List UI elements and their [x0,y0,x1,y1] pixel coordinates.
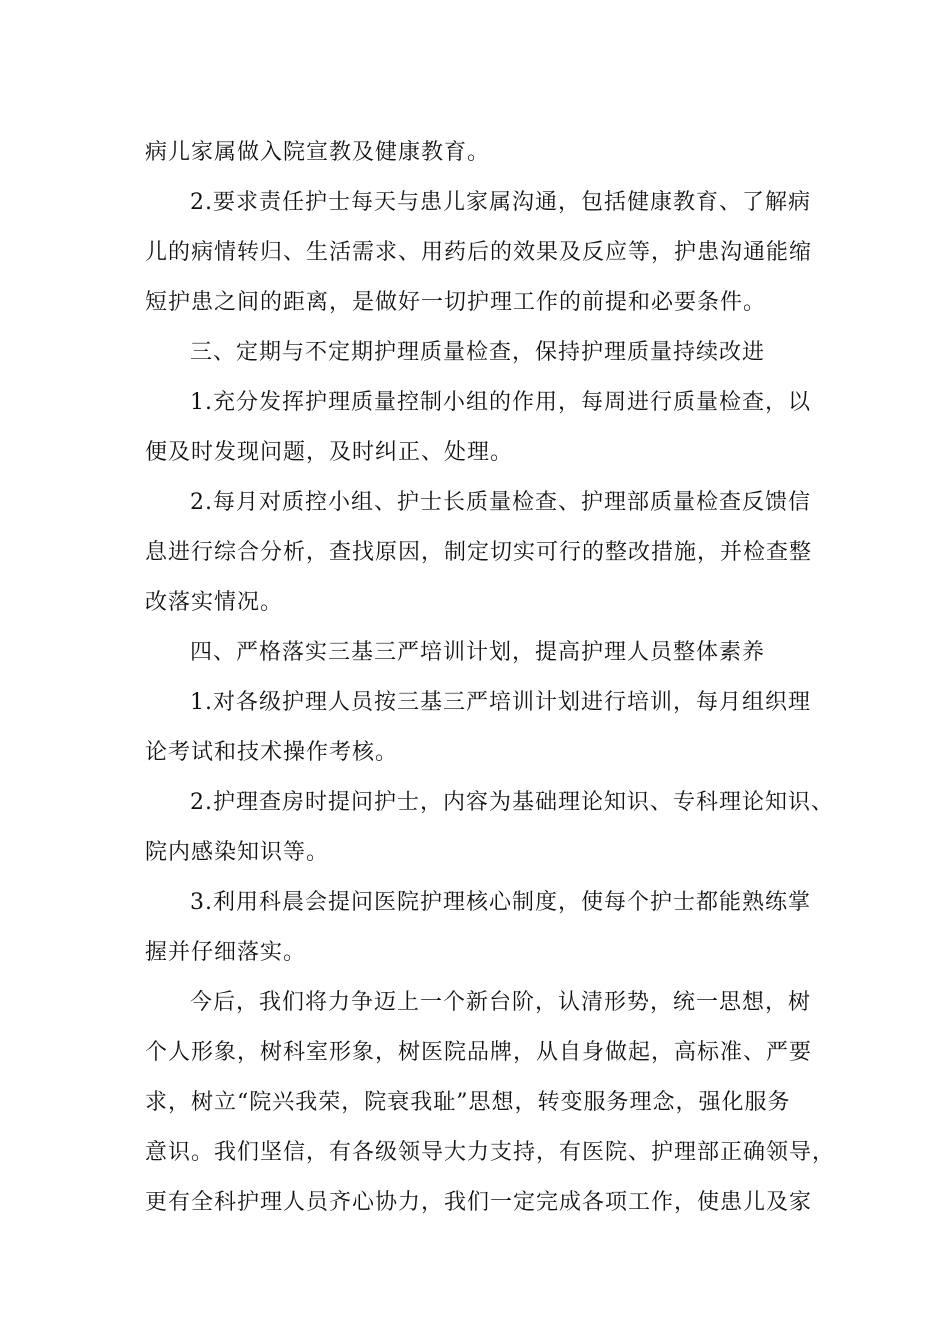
section-heading: 四、严格落实三基三严培训计划，提高护理人员整体素养 [190,640,766,665]
text-line: 论考试和技术操作考核。 [145,740,399,765]
text-line: 1.充分发挥护理质量控制小组的作用，每周进行质量检查，以 [190,390,811,415]
text-line: 更有全科护理人员齐心协力，我们一定完成各项工作，使患儿及家 [145,1190,813,1215]
text-line: 短护患之间的距离，是做好一切护理工作的前提和必要条件。 [145,290,767,315]
text-line: 病儿家属做入院宣教及健康教育。 [145,140,491,165]
text-line: 2.要求责任护士每天与患儿家属沟通，包括健康教育、了解病 [190,190,811,215]
text-line: 握并仔细落实。 [145,940,307,965]
text-line: 儿的病情转归、生活需求、用药后的效果及反应等，护患沟通能缩 [145,240,813,265]
section-heading: 三、定期与不定期护理质量检查，保持护理质量持续改进 [190,340,766,365]
text-line: 院内感染知识等。 [145,840,330,865]
text-line: 2.每月对质控小组、护士长质量检查、护理部质量检查反馈信 [190,490,811,515]
text-line: 求，树立“院兴我荣，院衰我耻”思想，转变服务理念，强化服务 [145,1090,791,1115]
text-line: 2.护理查房时提问护士，内容为基础理论知识、专科理论知识、 [190,790,834,815]
text-line: 3.利用科晨会提问医院护理核心制度，使每个护士都能熟练掌 [190,890,811,915]
document-body [145,128,836,1228]
text-line: 便及时发现问题，及时纠正、处理。 [145,440,514,465]
text-line: 意识。我们坚信，有各级领导大力支持，有医院、护理部正确领导， [145,1140,836,1165]
text-line: 今后，我们将力争迈上一个新台阶，认清形势，统一思想，树 [190,990,812,1015]
text-line: 1.对各级护理人员按三基三严培训计划进行培训，每月组织理 [190,690,811,715]
text-line: 个人形象，树科室形象，树医院品牌，从自身做起，高标准、严要 [145,1040,813,1065]
text-line: 改落实情况。 [145,590,284,615]
text-line: 息进行综合分析，查找原因，制定切实可行的整改措施，并检查整 [145,540,813,565]
